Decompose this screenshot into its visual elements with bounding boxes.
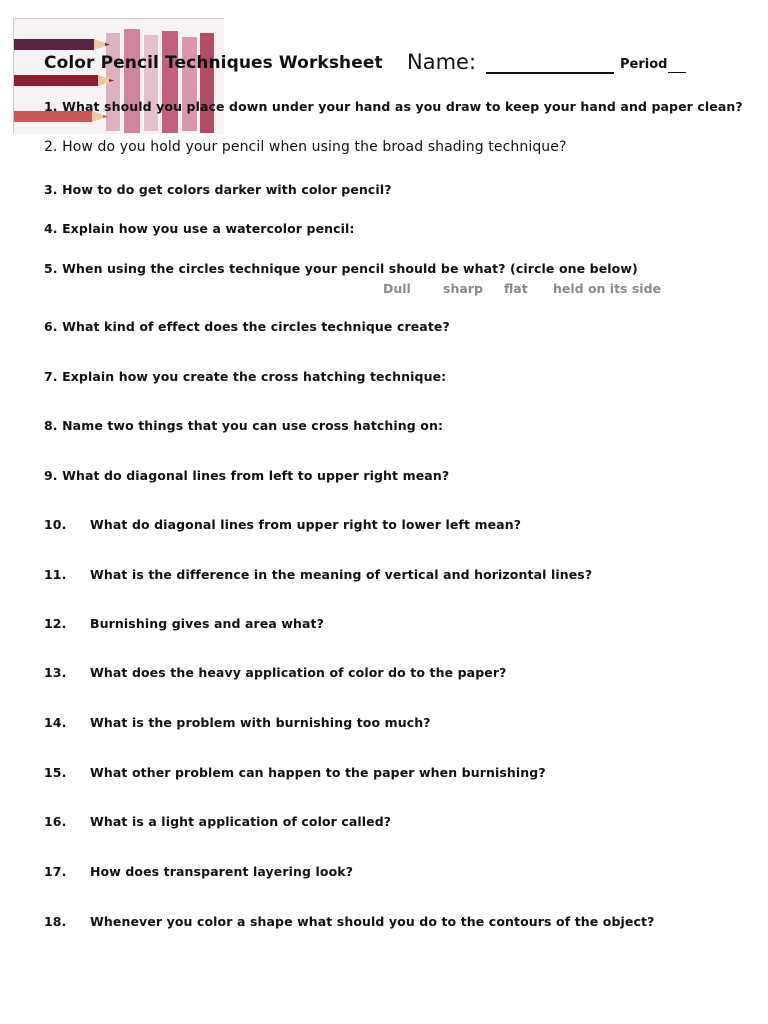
question-number: 15. (44, 765, 67, 780)
name-blank-line (486, 72, 614, 74)
question-1 (44, 99, 743, 114)
question-text: What is a light application of color called? (90, 814, 392, 829)
question-number: 8. (44, 418, 58, 433)
question-number: 18. (44, 914, 67, 929)
question-text: What is the difference in the meaning of vertical and horizontal lines? (90, 567, 593, 582)
choice-flat[interactable]: flat (504, 281, 528, 296)
question-4 (44, 221, 355, 236)
question-number: 3. (44, 182, 58, 197)
question-text: How does transparent layering look? (90, 864, 354, 879)
choice-sharp[interactable]: sharp (443, 281, 483, 296)
question-number: 14. (44, 715, 67, 730)
question-18 (44, 914, 654, 929)
question-16 (44, 814, 391, 829)
question-10 (44, 517, 521, 532)
question-15 (44, 765, 546, 780)
question-number: 11. (44, 567, 67, 582)
question-number: 2. (44, 139, 58, 155)
worksheet-header (44, 50, 744, 80)
question-5 (44, 261, 638, 276)
question-text: How do you hold your pencil when using the broad shading technique? (62, 139, 567, 155)
question-text: How to do get colors darker with color pencil? (62, 182, 392, 197)
question-text: Explain how you use a watercolor pencil: (62, 221, 355, 236)
choice-held-on-its-side[interactable]: held on its side (553, 281, 662, 296)
question-8 (44, 418, 443, 433)
question-text: Whenever you color a shape what should you do to the contours of the object? (90, 914, 655, 929)
worksheet-title: Color Pencil Techniques Worksheet (44, 53, 383, 73)
question-9 (44, 468, 449, 483)
question-number: 5. (44, 261, 58, 276)
question-12 (44, 616, 324, 631)
question-5-choices (0, 281, 768, 299)
question-14 (44, 715, 431, 730)
question-text: What do diagonal lines from upper right to lower left mean? (90, 517, 522, 532)
question-number: 9. (44, 468, 58, 483)
question-11 (44, 567, 592, 582)
question-text: What kind of effect does the circles technique create? (62, 319, 450, 334)
period-blank-line (668, 72, 686, 73)
question-text: What is the problem with burnishing too much? (90, 715, 431, 730)
question-text: When using the circles technique your pencil should be what? (circle one below) (62, 261, 638, 276)
question-6 (44, 319, 450, 334)
question-text: Name two things that you can use cross hatching on: (62, 418, 444, 433)
question-number: 4. (44, 221, 58, 236)
period-label: Period (620, 57, 668, 72)
question-text: What do diagonal lines from left to upper right mean? (62, 468, 450, 483)
question-text: What should you place down under your hand as you draw to keep your hand and paper clean? (62, 99, 743, 114)
question-13 (44, 665, 506, 680)
question-number: 10. (44, 517, 67, 532)
question-number: 16. (44, 814, 67, 829)
name-label: Name: (407, 50, 477, 74)
question-number: 1. (44, 99, 58, 114)
question-text: What other problem can happen to the paper when burnishing? (90, 765, 546, 780)
question-number: 7. (44, 369, 58, 384)
question-number: 12. (44, 616, 67, 631)
question-number: 6. (44, 319, 58, 334)
question-number: 17. (44, 864, 67, 879)
question-text: What does the heavy application of color do to the paper? (90, 665, 507, 680)
question-17 (44, 864, 353, 879)
choice-dull[interactable]: Dull (383, 281, 411, 296)
question-7 (44, 369, 446, 384)
question-text: Explain how you create the cross hatching technique: (62, 369, 447, 384)
question-text: Burnishing gives and area what? (90, 616, 324, 631)
question-2 (44, 139, 567, 155)
question-number: 13. (44, 665, 67, 680)
question-3 (44, 182, 392, 197)
